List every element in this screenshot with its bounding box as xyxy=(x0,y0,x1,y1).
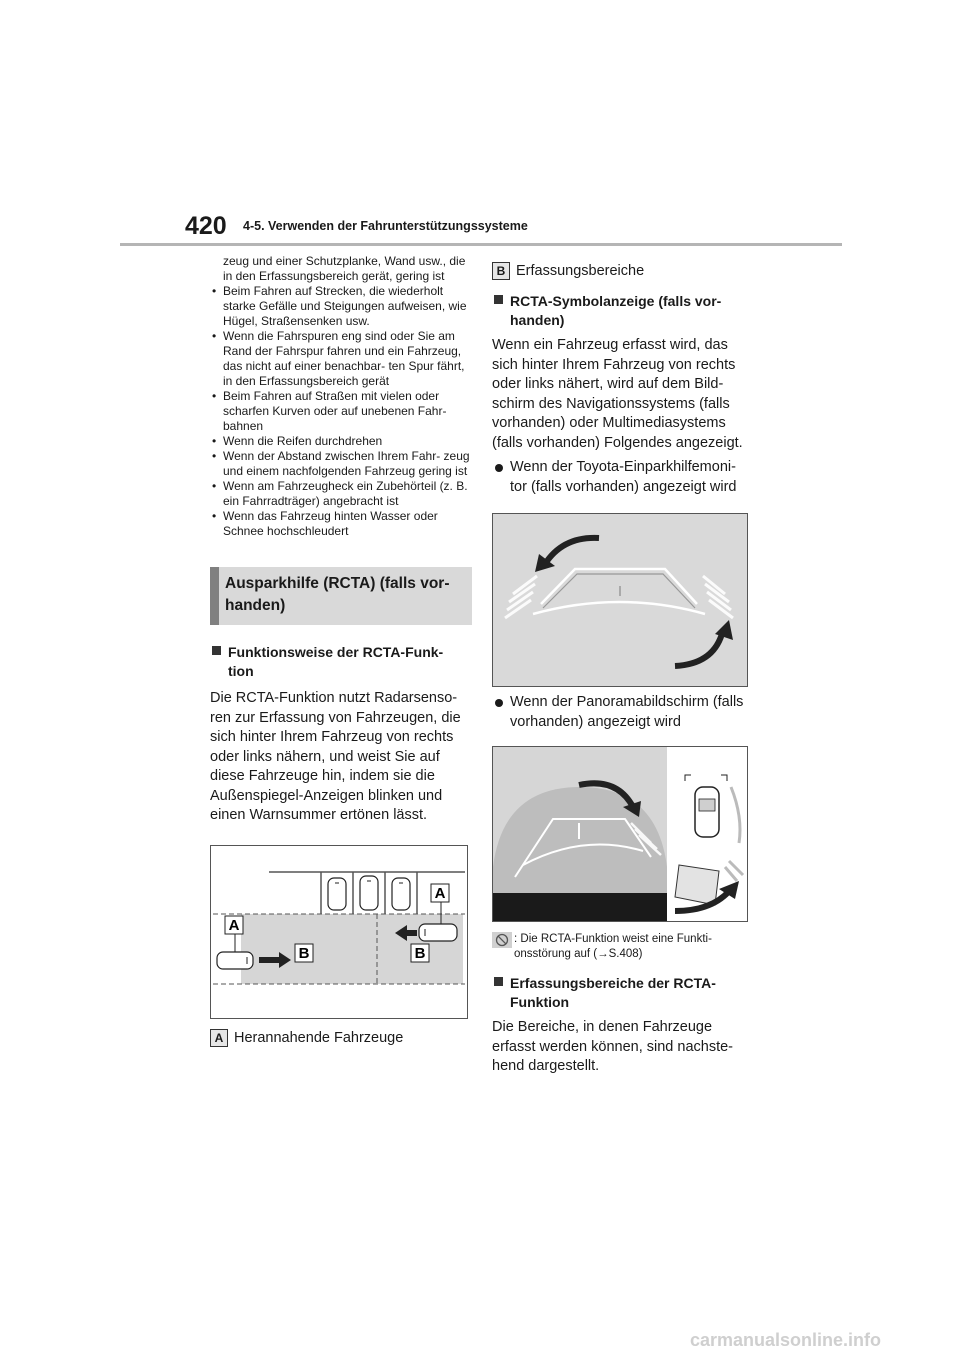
label-b-right: B xyxy=(414,944,426,962)
malfunction-icon xyxy=(492,932,512,948)
list-item: • Wenn das Fahrzeug hinten Wasser oder Schnee hochschleudert xyxy=(210,509,472,539)
subheading-text: Erfassungsbereiche der RCTA- Funktion xyxy=(510,975,716,1010)
display-case-1 xyxy=(492,458,750,497)
list-item: • Wenn die Fahrspuren eng sind oder Sie am Rand der Fahrspur fahren und ein Fahrzeug, das nicht auf einer benachbar- ten Spur fährt, in den Erfassungsbereich gerät xyxy=(210,329,472,389)
parking-lot-figure xyxy=(210,845,468,1019)
display-case-2 xyxy=(492,693,750,732)
list-item: • Wenn am Fahrzeugheck ein Zubehörteil (z. B. ein Fahrradträger) angebracht ist xyxy=(210,479,472,509)
list-item: • Beim Fahren auf Straßen mit vielen oder scharfen Kurven oder auf unebenen Fahr- bahnen xyxy=(210,389,472,434)
subheading-function xyxy=(210,643,472,681)
subheading-text: RCTA-Symbolanzeige (falls vor- handen) xyxy=(510,293,722,328)
list-item: • Beim Fahren auf Strecken, die wiederholt starke Gefälle und Steigungen aufweisen, wie Hügel, Straßensenken usw. xyxy=(210,284,472,329)
display-case-2-text: Wenn der Panoramabildschirm (falls vorhanden) angezeigt wird xyxy=(510,694,744,730)
malfunction-note-text: : Die RCTA-Funktion weist eine Funkti- onsstörung auf (→S.408) xyxy=(514,933,712,960)
panoramic-view-diagram xyxy=(493,747,747,921)
legend-a xyxy=(210,1029,472,1047)
legend-a-text: Herannahende Fahrzeuge xyxy=(234,1029,404,1046)
page-number: 420 xyxy=(185,212,227,240)
watermark: carmanualsonline.info xyxy=(690,1330,882,1350)
label-a-left: A xyxy=(228,916,240,934)
malfunction-note xyxy=(492,932,750,962)
panoramic-view-screen xyxy=(492,746,748,922)
bullet-dot-icon xyxy=(495,699,503,707)
parking-monitor-screen xyxy=(492,513,748,687)
label-b-left: B xyxy=(298,944,310,962)
legend-letter-a: A xyxy=(210,1029,228,1047)
continuation-text: zeug und einer Schutzplanke, Wand usw., die in den Erfassungsbereich gerät, gering ist xyxy=(223,254,466,283)
legend-b xyxy=(492,262,750,280)
areas-paragraph: Die Bereiche, in denen Fahrzeuge erfasst werden können, sind nachste- hend dargestellt. xyxy=(492,1019,733,1074)
subheading-areas xyxy=(492,974,750,1012)
legend-letter-b: B xyxy=(492,262,510,280)
header-rule xyxy=(120,243,842,246)
list-item: • Wenn die Reifen durchdrehen xyxy=(210,434,472,449)
list-item: • Wenn der Abstand zwischen Ihrem Fahr- zeug und einem nachfolgenden Fahrzeug gering ist xyxy=(210,449,472,479)
own-car-top-view-shape xyxy=(695,787,719,837)
display-case-1-text: Wenn der Toyota-Einparkhilfemoni- tor (falls vorhanden) angezeigt wird xyxy=(510,459,737,495)
function-paragraph: Die RCTA-Funktion nutzt Radarsenso- ren zur Erfassung von Fahrzeugen, die sich hinter Ihrem Fahrzeug von rechts oder links nähern, und weist Sie auf diese Fahrzeuge hin, indem sie die Außenspiegel-Anzeigen blinken und einen Warnsummer ertönen lässt. xyxy=(210,690,461,823)
parking-lot-diagram xyxy=(211,846,467,1018)
condition-list xyxy=(210,284,472,539)
right-column xyxy=(492,262,750,1077)
label-a-right: A xyxy=(434,884,446,902)
section-heading: Ausparkhilfe (RCTA) (falls vor- handen) xyxy=(210,567,472,625)
section-title: 4-5. Verwenden der Fahrunterstützungssysteme xyxy=(243,219,528,233)
bullet-dot-icon xyxy=(495,464,503,472)
parking-monitor-diagram xyxy=(493,514,747,686)
square-bullet-icon xyxy=(494,295,503,304)
approaching-car-left-shape xyxy=(217,952,253,969)
subheading-symbol xyxy=(492,292,750,330)
left-column xyxy=(210,254,472,1047)
square-bullet-icon xyxy=(494,977,503,986)
square-bullet-icon xyxy=(212,646,221,655)
subheading-text: Funktionsweise der RCTA-Funk- tion xyxy=(228,644,444,679)
legend-b-text: Erfassungsbereiche xyxy=(516,263,645,279)
symbol-paragraph: Wenn ein Fahrzeug erfasst wird, das sich hinter Ihrem Fahrzeug von rechts oder links nähert, wird auf dem Bild- schirm des Navigationssystems (falls vorhanden) oder Multimediasystems (falls vorhanden) Folgendes angezeigt. xyxy=(492,337,743,451)
